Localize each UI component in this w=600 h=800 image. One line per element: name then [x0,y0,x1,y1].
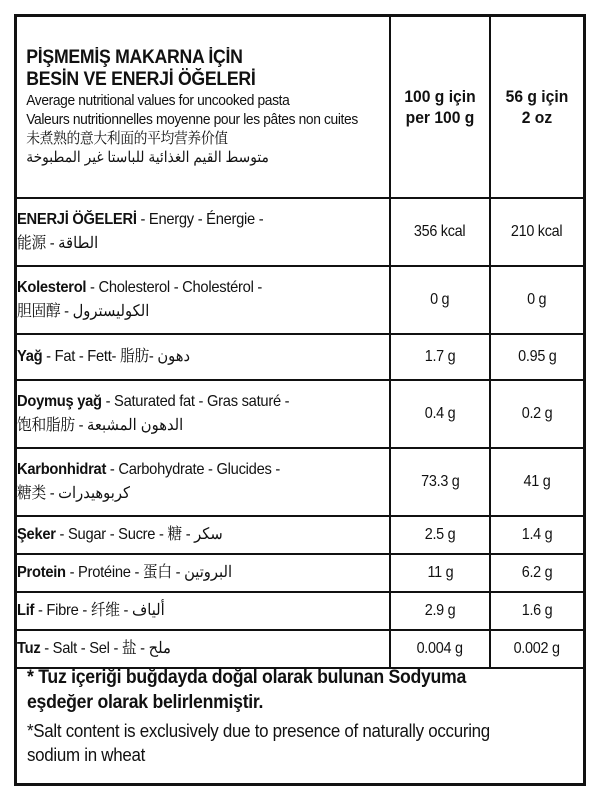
value-per-56g: 210 kcal [511,223,563,240]
footnote-turkish-line2: eşdeğer olarak belirlenmiştir. [27,692,264,713]
row-label-rest: - Saturated fat - Gras saturé - [101,393,290,410]
row-label-rest: - Fat - Fett- 脂肪- دهون [42,348,191,365]
value-per-100g: 356 kcal [414,223,466,240]
table-row-fibre [17,592,583,630]
value-per-100g: 0.004 g [416,640,464,657]
table-row-carbohydrate [17,448,583,516]
row-label-bold: Yağ [17,348,43,365]
value-per-56g: 6.2 g [521,564,553,581]
title-line-1: PİŞMEMİŞ MAKARNA İÇİN [26,47,243,68]
row-label-bold: Kolesterol [17,279,87,296]
col1-line2: per 100 g [405,108,475,127]
row-label-bold: Karbonhidrat [17,461,107,478]
row-label-rest: - Fibre - 纤维 - ألياف [34,602,165,619]
row-label-rest: - Carbohydrate - Glucides - [106,461,281,478]
table-row-energy [17,198,583,266]
value-per-56g: 0 g [527,291,547,308]
footnote-turkish-line1: * Tuz içeriği buğdayda doğal olarak bulunan Sodyuma [27,667,467,688]
row-label-bold: Protein [17,564,66,581]
table-header-row [17,17,583,198]
row-label-line2: 糖类 - كربوهيدرات [17,485,130,502]
row-label-bold: ENERJİ ÖĞELERİ [17,211,137,228]
row-label-line2: 胆固醇 - الكوليسترول [17,303,150,320]
col2-line2: 2 oz [521,108,553,127]
table-row-protein [17,554,583,592]
value-per-100g: 1.7 g [424,348,456,365]
row-label-rest: - Protéine - 蛋白 - البروتين [65,564,233,581]
row-label-line2: 能源 - الطاقة [17,235,99,252]
value-per-100g: 2.5 g [424,526,456,543]
row-label-bold: Lif [17,602,35,619]
footnote-english-line2: sodium in wheat [27,745,146,765]
value-per-100g: 0 g [430,291,450,308]
row-label-bold: Doymuş yağ [17,393,102,410]
value-per-56g: 1.6 g [521,602,553,619]
column-header-per-100g [394,17,486,198]
value-per-56g: 0.95 g [517,348,557,365]
table-row-cholesterol [17,266,583,334]
subtitle-arabic: متوسط القيم الغذائية للباستا غير المطبوخة [26,149,269,166]
footnote [27,665,575,767]
value-per-56g: 41 g [523,473,551,490]
row-label-rest: - Energy - Énergie - [136,211,264,228]
value-per-100g: 2.9 g [424,602,456,619]
footnote-english-line1: *Salt content is exclusively due to presence of naturally occuring [27,721,490,741]
value-per-100g: 11 g [427,564,453,581]
subtitle-french: Valeurs nutritionnelles moyenne pour les pâtes non cuites [26,111,358,128]
row-label-bold: Şeker [17,526,56,543]
value-per-56g: 1.4 g [521,526,553,543]
table-row-saturated-fat [17,380,583,448]
subtitle-chinese: 未煮熟的意大利面的平均营养价值 [26,130,228,147]
column-header-per-56g [494,17,580,198]
title-line-2: BESİN VE ENERJİ ÖĞELERİ [26,69,256,90]
value-per-56g: 0.002 g [513,640,561,657]
value-per-100g: 73.3 g [420,473,460,490]
table-row-salt [17,630,583,668]
row-label-rest: - Sugar - Sucre - 糖 - سكر [55,526,223,543]
row-label-rest: - Cholesterol - Cholestérol - [86,279,263,296]
col1-line1: 100 g için [404,87,476,106]
nutrition-table [17,17,583,669]
col2-line1: 56 g için [505,87,569,106]
row-label-rest: - Salt - Sel - 盐 - ملح [40,640,171,657]
row-label-bold: Tuz [17,640,41,657]
subtitle-english: Average nutritional values for uncooked pasta [26,92,290,109]
table-row-sugar [17,516,583,554]
nutrition-label [14,14,586,786]
row-label-line2: 饱和脂肪 - الدهون المشبعة [17,417,184,434]
table-row-fat [17,334,583,380]
value-per-56g: 0.2 g [521,405,553,422]
header-cell [17,17,390,198]
value-per-100g: 0.4 g [424,405,456,422]
